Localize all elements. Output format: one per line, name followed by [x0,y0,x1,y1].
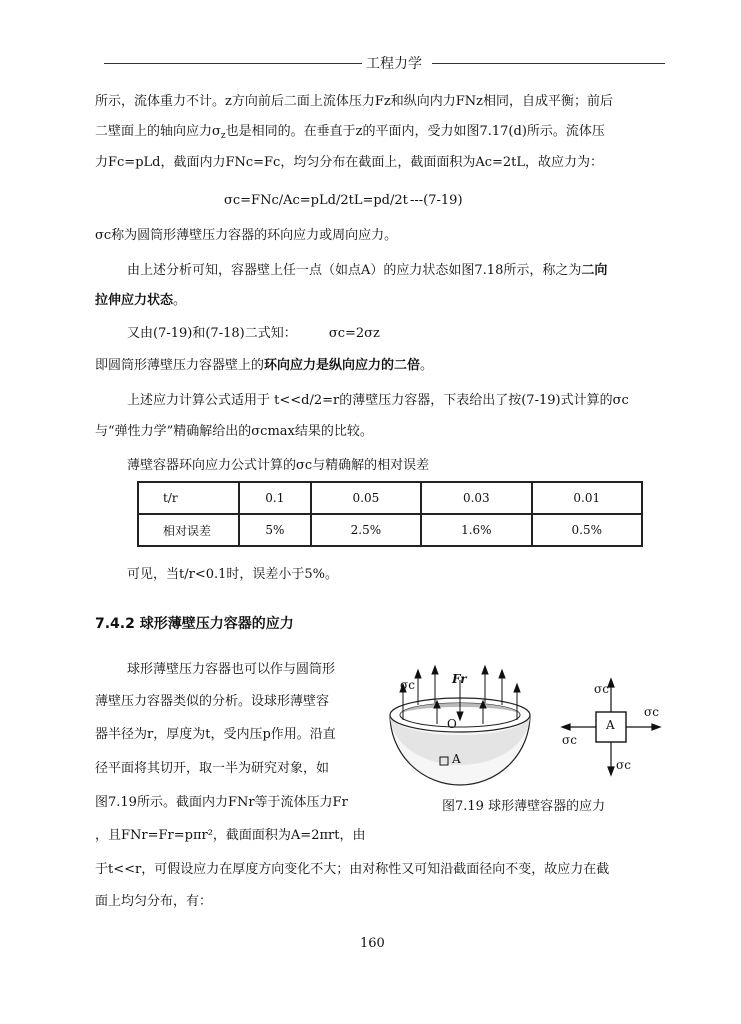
equation-number: ---(7-19) [410,193,463,208]
header-rule-right [432,63,665,64]
text-line-s6: ，且FNr=Fr=pπr²，截面面积为A=2πrt，由 [95,828,366,843]
table-cell: 0.01 [532,482,642,514]
text-line-7: 又由(7-19)和(7-18)二式知： σc=2σz [127,326,380,341]
fig-point-label: A [452,752,461,766]
figure-spherical-vessel [385,660,685,800]
table-caption: 薄壁容器环向应力公式计算的σc与精确解的相对误差 [127,458,430,473]
section-title: 7.4.2 球形薄壁压力容器的应力 [95,616,294,632]
text-line-6: 拉伸应力状态。 [95,293,187,308]
text-line-11: 可见，当t/r<0.1时，误差小于5%。 [127,567,339,582]
table-cell: 2.5% [311,514,421,546]
text-line-s1: 球形薄壁压力容器也可以作与圆筒形 [127,662,336,677]
text-line-s3: 器半径为r，厚度为t，受内压p作用。沿直 [95,727,336,742]
figure-caption: 图7.19 球形薄壁容器的应力 [442,799,606,814]
text-line-12: 于t<<r，可假设应力在厚度方向变化不大；由对称性又可知沿截面径向不变，故应力在截 [95,862,610,877]
comparison-table [137,481,643,547]
fig-sigma-left-elem-label: σc [562,733,577,747]
fig-sigma-right-label: σc [644,705,659,719]
fig-element-label: A [606,718,615,732]
table-row [138,482,642,514]
table-cell: 0.1 [239,482,311,514]
text-line-s5: 图7.19所示。截面内力FNr等于流体压力Fr [95,795,348,810]
text-line-9: 上述应力计算公式适用于 t<<d/2=r的薄壁压力容器，下表给出了按(7-19)式计算的σc [127,393,629,408]
text-line-s2: 薄壁压力容器类似的分析。设球形薄壁容 [95,694,330,709]
page-number: 160 [360,936,385,951]
table-cell: t/r [138,482,239,514]
table-cell: 5% [239,514,311,546]
text-line-10: 与“弹性力学”精确解给出的σcmax结果的比较。 [95,424,373,439]
table-cell: 1.6% [421,514,531,546]
text-line-13: 面上均匀分布，有： [95,894,213,909]
text-line-5: 由上述分析可知，容器壁上任一点（如点A）的应力状态如图7.18所示，称之为二向 [127,263,608,278]
table-cell: 0.5% [532,514,642,546]
fig-center-label: O [447,717,457,731]
text-line-s4: 径平面将其切开，取一半为研究对象，如 [95,761,330,776]
fig-sigma-left-label: σc [400,678,415,692]
fig-sigma-top-label: σc [594,682,609,696]
header-title: 工程力学 [366,56,422,72]
fig-force-label: Fr [452,672,467,686]
text-line-2: 二壁面上的轴向应力$\sigma_z$也是相同的。在垂直于z的平面内，受力如图7.17(d)所示。流体压 [95,124,605,141]
equation-7-19: σc=FNc/Ac=pLd/2tL=pd/2t [224,193,408,208]
fig-sigma-bottom-label: σc [616,758,631,772]
table-cell: 0.03 [421,482,531,514]
header-rule-left [104,63,362,64]
text-line-8: 即圆筒形薄壁压力容器壁上的环向应力是纵向应力的二倍。 [95,358,434,373]
text-line-3: 力Fc=pLd，截面内力FNc=Fc，均匀分布在截面上，截面面积为Ac=2tL，故应力为： [95,155,604,170]
table-cell: 0.05 [311,482,421,514]
table-cell: 相对误差 [138,514,239,546]
text-line-1: 所示，流体重力不计。z方向前后二面上流体压力Fz和纵向内力FNz相同，自成平衡；前后 [95,94,613,109]
table-row [138,514,642,546]
text-line-4: σc称为圆筒形薄壁压力容器的环向应力或周向应力。 [95,228,398,243]
